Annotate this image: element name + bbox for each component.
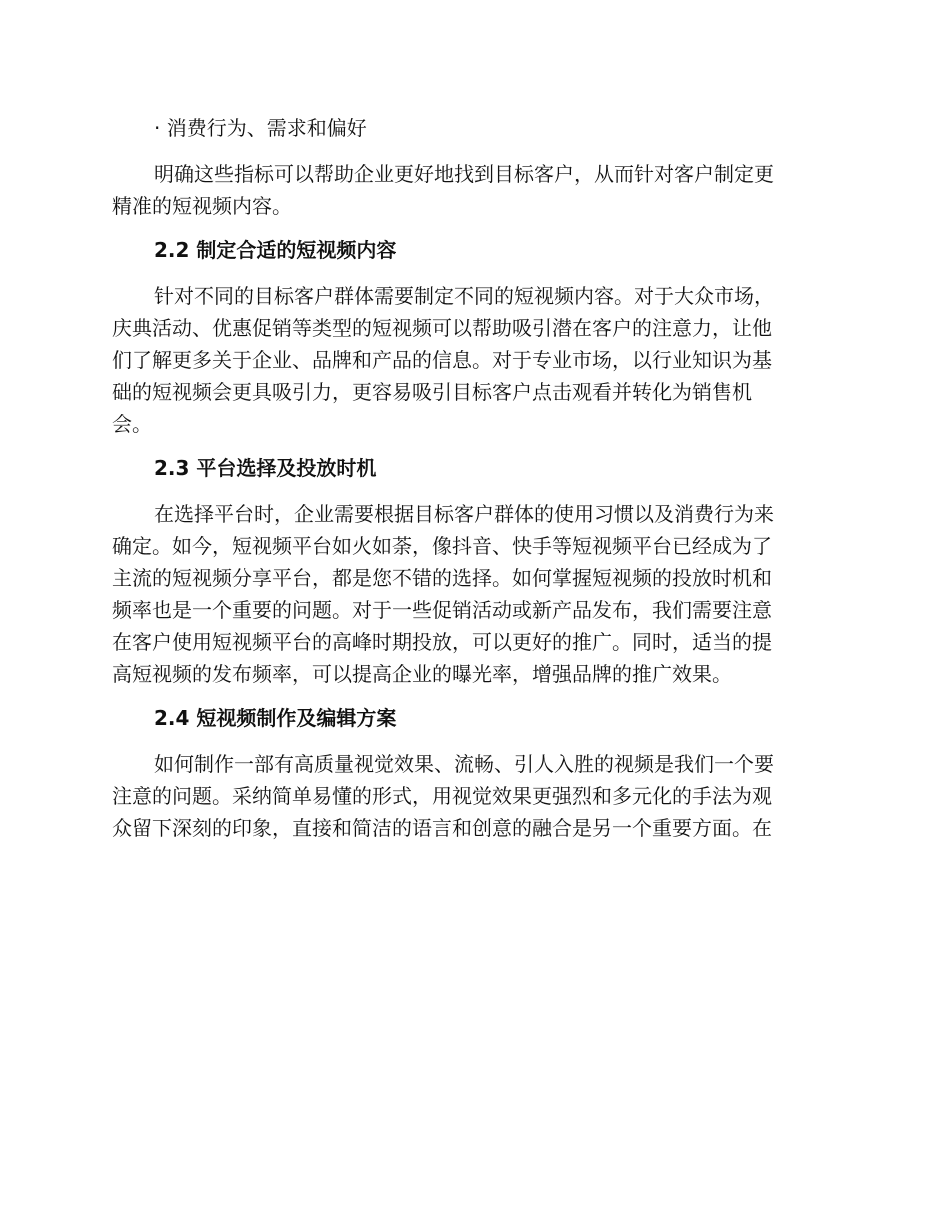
paragraph-platform xyxy=(112,498,832,690)
paragraph-line: 明确这些指标可以帮助企业更好地找到目标客户，从而针对客户制定更 xyxy=(154,162,774,186)
paragraph-content xyxy=(112,280,832,440)
paragraph-line: 众留下深刻的印象，直接和简洁的语言和创意的融合是另一个重要方面。在 xyxy=(112,816,772,840)
bullet-item: · 消费行为、需求和偏好 xyxy=(154,116,367,140)
paragraph-line: 如何制作一部有高质量视觉效果、流畅、引人入胜的视频是我们一个要 xyxy=(154,752,774,776)
paragraph-line: 庆典活动、优惠促销等类型的短视频可以帮助吸引潜在客户的注意力，让他 xyxy=(112,316,772,340)
section-heading-2-4: 2.4 短视频制作及编辑方案 xyxy=(154,706,397,730)
paragraph-line: 高短视频的发布频率，可以提高企业的曝光率，增强品牌的推广效果。 xyxy=(112,662,732,686)
paragraph-line: 注意的问题。采纳简单易懂的形式，用视觉效果更强烈和多元化的手法为观 xyxy=(112,784,772,808)
paragraph-production xyxy=(112,748,832,844)
paragraph-line: 在选择平台时，企业需要根据目标客户群体的使用习惯以及消费行为来 xyxy=(154,502,774,526)
paragraph-line: 在客户使用短视频平台的高峰时期投放，可以更好的推广。同时，适当的提 xyxy=(112,630,772,654)
paragraph-line: 确定。如今，短视频平台如火如荼，像抖音、快手等短视频平台已经成为了 xyxy=(112,534,772,558)
paragraph-line: 础的短视频会更具吸引力，更容易吸引目标客户点击观看并转化为销售机 xyxy=(112,380,752,404)
paragraph-line: 主流的短视频分享平台，都是您不错的选择。如何掌握短视频的投放时机和 xyxy=(112,566,772,590)
document-page xyxy=(112,112,832,856)
paragraph-line: 会。 xyxy=(112,412,152,436)
section-heading-2-2: 2.2 制定合适的短视频内容 xyxy=(154,238,397,262)
paragraph-indicators xyxy=(112,158,832,222)
section-heading-2-3: 2.3 平台选择及投放时机 xyxy=(154,456,377,480)
paragraph-line: 针对不同的目标客户群体需要制定不同的短视频内容。对于大众市场， xyxy=(154,284,774,308)
paragraph-line: 精准的短视频内容。 xyxy=(112,194,292,218)
paragraph-line: 频率也是一个重要的问题。对于一些促销活动或新产品发布，我们需要注意 xyxy=(112,598,772,622)
paragraph-line: 们了解更多关于企业、品牌和产品的信息。对于专业市场，以行业知识为基 xyxy=(112,348,772,372)
